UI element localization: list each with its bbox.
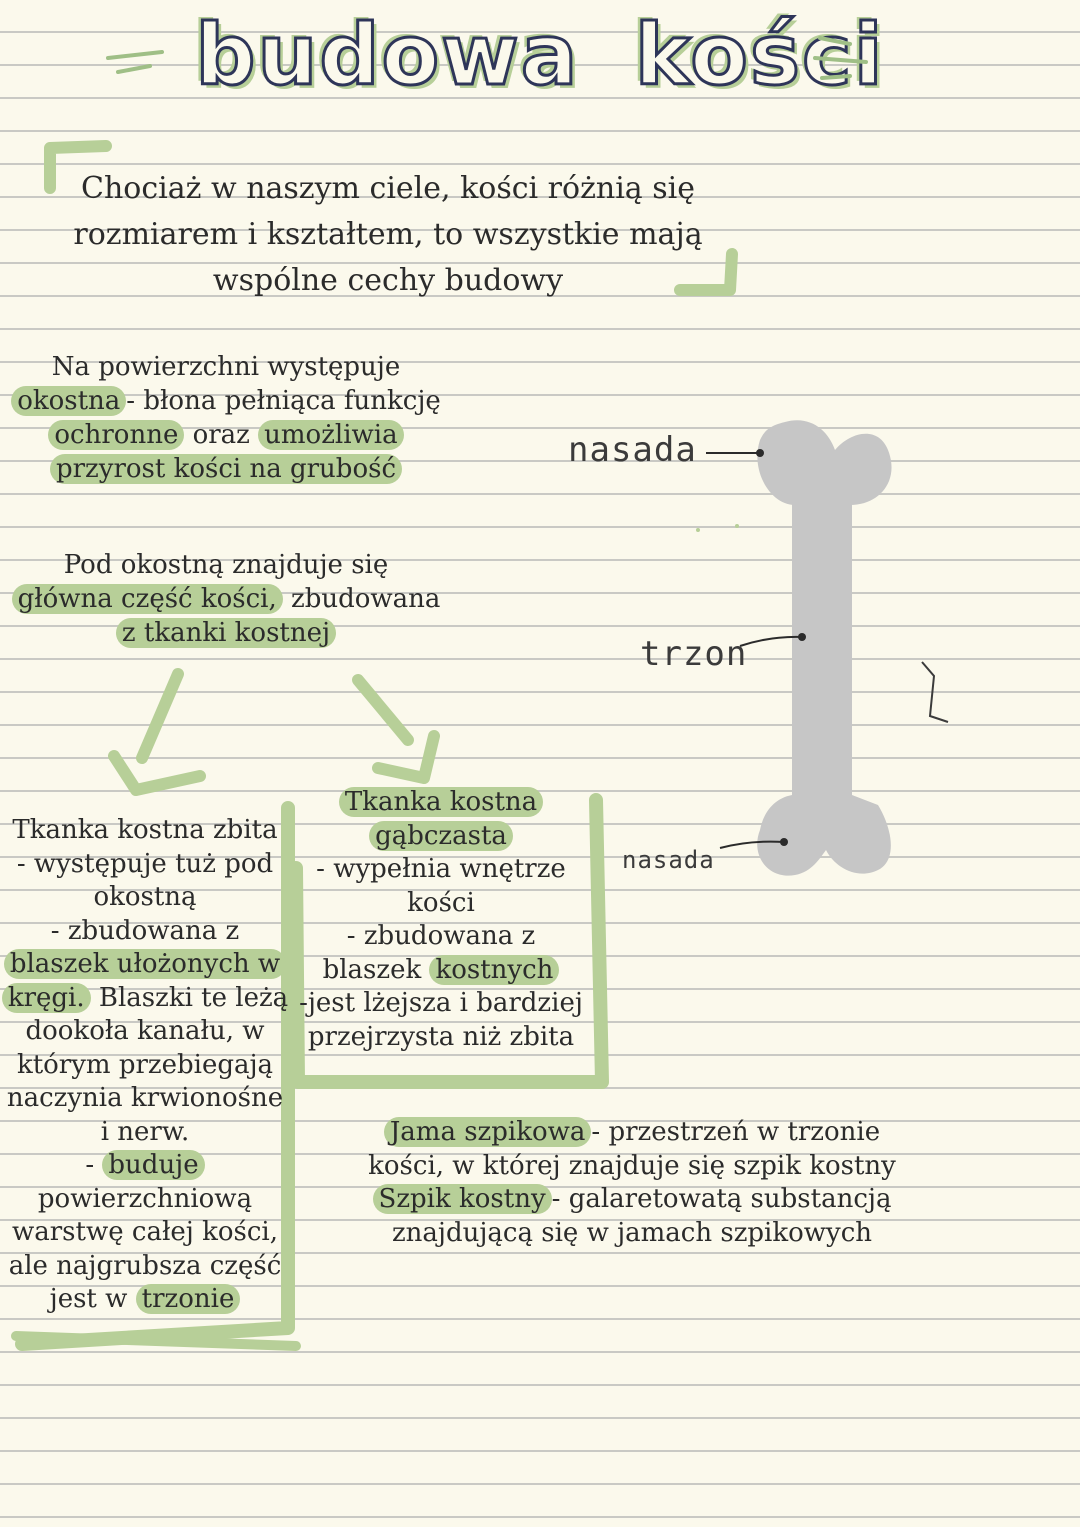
under-rest: zbudowana xyxy=(291,584,441,614)
label-trzon: trzon xyxy=(640,634,748,674)
intro-line-1: Chociaż w naszym ciele, kości różnią się xyxy=(81,171,695,206)
periosteum-line-2: - błona pełniąca funkcję xyxy=(126,386,441,416)
label-nasada-top: nasada xyxy=(568,430,697,470)
term-szpik-kostny: Szpik kostny xyxy=(373,1184,552,1214)
periosteum-line-1: Na powierzchni występuje xyxy=(51,352,401,382)
compact-bullet-3-dash: - xyxy=(85,1150,95,1180)
spongy-bullet-2-start: - zbudowana z blaszek xyxy=(322,921,536,985)
highlight-trzonie: trzonie xyxy=(136,1284,241,1314)
label-nasada-bottom: nasada xyxy=(622,846,715,874)
highlight-kostnych: kostnych xyxy=(429,955,559,985)
under-line-1: Pod okostną znajduje się xyxy=(63,550,389,580)
compact-bullet-2-start: - zbudowana z xyxy=(50,915,240,946)
intro-line-3: wspólne cechy budowy xyxy=(212,263,564,298)
spongy-title: Tkanka kostna gąbczasta xyxy=(339,787,543,851)
jama-definition: - przestrzeń w trzonie kości, w której znajduje się szpik kostny xyxy=(368,1117,896,1181)
spongy-tissue-block xyxy=(296,786,586,1054)
highlight-ochronne: ochronne xyxy=(48,420,184,450)
title-word-budowa: budowa xyxy=(195,6,580,104)
compact-title: Tkanka kostna zbita xyxy=(12,815,278,845)
title-word-kosci: kości xyxy=(634,6,885,104)
spongy-bullet-3: -jest lżejsza i bardziej przejrzysta niż zbita xyxy=(299,988,583,1052)
marrow-paragraph xyxy=(354,1116,910,1250)
compact-bullet-1: - występuje tuż pod okostną xyxy=(16,848,274,912)
highlight-buduje: buduje xyxy=(102,1150,204,1180)
highlight-tkanka-kostna: z tkanki kostnej xyxy=(116,618,336,648)
compact-tissue-block xyxy=(0,814,290,1317)
periosteum-oraz: oraz xyxy=(192,420,250,450)
highlight-glowna-czesc: główna część kości, xyxy=(12,584,283,614)
under-periosteum-paragraph xyxy=(0,548,452,650)
term-okostna: okostna xyxy=(11,386,126,416)
szpik-definition: - galaretowatą substancją znajdującą się w jamach szpikowych xyxy=(391,1184,892,1248)
highlight-blaszek-kregi: blaszek ułożonych w kręgi. xyxy=(2,949,286,1013)
spongy-bullet-1: - wypełnia wnętrze kości xyxy=(316,854,566,918)
intro-line-2: rozmiarem i kształtem, to wszystkie mają xyxy=(73,217,703,252)
compact-bullet-2-rest: Blaszki te leżą dookoła kanału, w którym przebiegają naczynia krwionośne i nerw. xyxy=(6,982,289,1147)
highlight-przyrost: przyrost kości na grubość xyxy=(50,454,402,484)
intro-paragraph xyxy=(30,166,746,304)
compact-bullet-3-rest: powierzchniową warstwę całej kości, ale najgrubsza część jest w xyxy=(8,1183,282,1314)
term-jama-szpikowa: Jama szpikowa xyxy=(384,1117,592,1147)
periosteum-paragraph xyxy=(0,350,452,486)
highlight-umozliwia: umożliwia xyxy=(258,420,403,450)
